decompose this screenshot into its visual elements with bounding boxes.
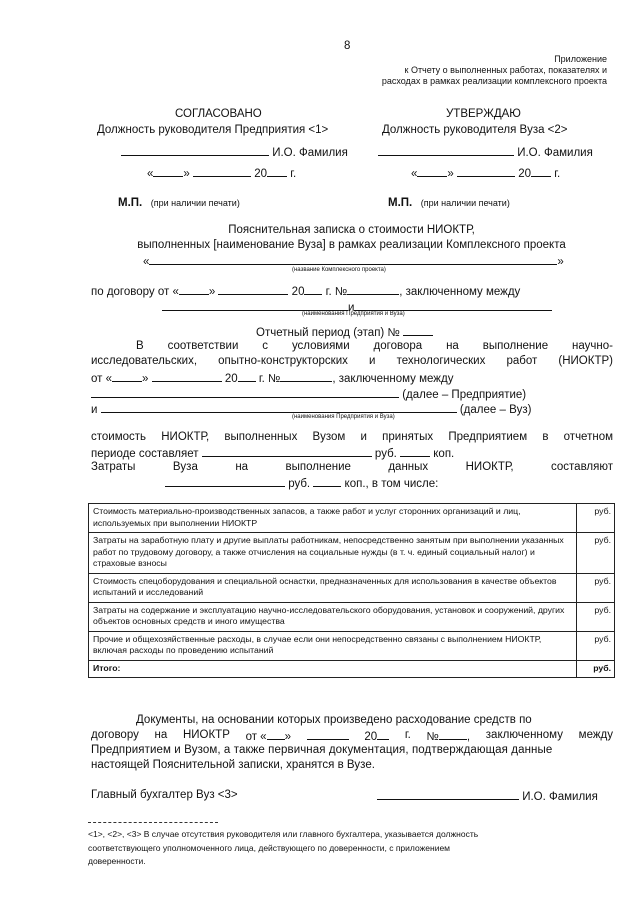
table-row	[89, 573, 615, 602]
title-line: Пояснительная записка о стоимости НИОКТР,	[228, 224, 475, 236]
chief-accountant-role: Главный бухгалтер Вуз <3>	[91, 789, 238, 801]
table-row	[89, 533, 615, 574]
month-field[interactable]	[152, 371, 222, 382]
agreed-heading: СОГЛАСОВАНО	[175, 108, 262, 120]
appendix-line: Приложение	[554, 54, 607, 64]
title-line: выполненных [наименование Вуза] в рамках реализации Комплексного проекта	[137, 239, 566, 251]
year-field[interactable]	[531, 166, 551, 177]
year-field[interactable]	[377, 729, 389, 740]
cost-value[interactable]: руб.	[577, 602, 615, 631]
enterprise-name-field[interactable]	[162, 300, 348, 311]
page-number: 8	[344, 40, 351, 52]
contract-number-field[interactable]	[439, 729, 467, 740]
reporting-period: Отчетный период (этап) №	[256, 325, 433, 339]
table-row	[89, 631, 615, 660]
cost-label: Затраты на содержание и эксплуатацию научно-исследовательского оборудования, установок и сооружений, других объектов основных средств и иного имущества	[89, 602, 577, 631]
cost-label: Затраты на заработную плату и другие выплаты работникам, непосредственно занятым при выполнении указанных работ по трудовому договору, а также отчисления на социальные нужды (в т. ч. единый социальный налог) и страховые взносы	[89, 533, 577, 574]
para2-line: стоимость НИОКТР, выполненных Вузом и принятых Предприятием в отчетном	[91, 431, 613, 443]
para1-university-row: и (далее – Вуз)	[91, 404, 532, 416]
appendix-header	[382, 54, 607, 87]
year-field[interactable]	[238, 371, 256, 382]
day-field[interactable]	[179, 284, 209, 295]
table-row	[89, 504, 615, 533]
cost-label: Стоимость спецоборудования и специальной оснастки, предназначенных для использования в качестве объектов испытаний и исследований	[89, 573, 577, 602]
document-title	[88, 223, 615, 253]
contract-number-field[interactable]	[280, 371, 332, 382]
chief-accountant-signature	[377, 789, 598, 803]
day-field[interactable]	[267, 729, 285, 740]
para1-caption: (наименования Предприятия и Вуза)	[292, 414, 395, 420]
appendix-line: расходах в рамках реализации комплексного проекта	[381, 76, 607, 86]
university-head-name: И.О. Фамилия	[517, 147, 593, 159]
para3-line: Предприятием и Вузом, а также первичная документация, подтверждающая данные	[91, 744, 553, 756]
enterprise-name-field[interactable]	[91, 387, 399, 398]
university-name-field[interactable]	[101, 402, 457, 413]
university-date: « » 20 г.	[411, 168, 561, 180]
university-name-field[interactable]	[354, 300, 552, 311]
approved-heading: УТВЕРЖДАЮ	[446, 108, 521, 120]
cost-label: Прочие и общехозяйственные расходы, в случае если они непосредственно связаны с выполнением НИОКТР, включая расходы по проведению испытаний	[89, 631, 577, 660]
total-rub-field[interactable]	[202, 446, 372, 457]
costs-kop-field[interactable]	[313, 476, 341, 487]
appendix-line: к Отчету о выполненных работах, показателях и	[404, 65, 607, 75]
cost-label: Стоимость материально-производственных запасов, а также работ и услуг сторонних организаций и лиц, используемых при выполнении НИОКТР	[89, 504, 577, 533]
contract-parties-row: и	[162, 300, 552, 314]
enterprise-head-name: И.О. Фамилия	[272, 147, 348, 159]
project-caption: (название Комплексного проекта)	[292, 267, 386, 273]
para2-line: Затраты Вуза на выполнение данных НИОКТР, составляют	[91, 461, 613, 473]
para1-line: В соответствии с условиями договора на выполнение научно-	[136, 340, 613, 352]
month-field[interactable]	[307, 729, 349, 740]
signature-line[interactable]	[378, 145, 514, 156]
project-name-field[interactable]	[149, 254, 557, 265]
para3-line: настоящей Пояснительной записки, хранятся в Вузе.	[91, 759, 375, 771]
university-head-signature	[378, 145, 593, 159]
table-row	[89, 602, 615, 631]
cost-table	[88, 503, 615, 678]
footnote-line: доверенности.	[88, 856, 146, 866]
day-field[interactable]	[417, 166, 447, 177]
cost-value[interactable]: руб.	[577, 533, 615, 574]
enterprise-head-signature	[121, 145, 348, 159]
cost-value[interactable]: руб.	[577, 631, 615, 660]
chief-accountant-name: И.О. Фамилия	[522, 791, 598, 803]
parties-caption: (наименования Предприятия и Вуза)	[302, 311, 405, 317]
university-stamp: М.П. (при наличии печати)	[388, 197, 510, 209]
contract-number-field[interactable]	[347, 284, 399, 295]
enterprise-head-position: Должность руководителя Предприятия <1>	[97, 124, 329, 136]
month-field[interactable]	[457, 166, 515, 177]
project-name-row: « »	[143, 256, 564, 268]
university-head-position: Должность руководителя Вуза <2>	[382, 124, 568, 136]
contract-row: по договору от « » 20 г. № , заключенному между	[91, 286, 521, 298]
day-field[interactable]	[112, 371, 142, 382]
total-kop-field[interactable]	[400, 446, 430, 457]
total-value[interactable]: руб.	[577, 660, 615, 678]
para1-contract-row: от « » 20 г. № , заключенному между	[91, 373, 454, 385]
month-field[interactable]	[218, 284, 288, 295]
enterprise-date: « » 20 г.	[147, 168, 297, 180]
para3-line: Документы, на основании которых произведено расходование средств по	[136, 714, 532, 726]
month-field[interactable]	[193, 166, 251, 177]
day-field[interactable]	[153, 166, 183, 177]
para3-contract-row: договору на НИОКТР от « » 20 г. № , заключенному между	[91, 729, 613, 743]
para2-amount-row: периоде составляет руб. коп.	[91, 448, 455, 460]
total-label: Итого:	[89, 660, 577, 678]
footnote	[88, 828, 478, 869]
year-field[interactable]	[304, 284, 322, 295]
cost-value[interactable]: руб.	[577, 504, 615, 533]
para1-enterprise-row: (далее – Предприятие)	[91, 387, 526, 401]
para1-line: исследовательских, опытно-конструкторских и технологических работ (НИОКТР)	[91, 355, 613, 367]
footnote-separator	[88, 822, 218, 823]
year-field[interactable]	[267, 166, 287, 177]
period-number-field[interactable]	[403, 325, 433, 336]
para2-costs-row: руб. коп., в том числе:	[165, 476, 438, 490]
enterprise-stamp: М.П. (при наличии печати)	[118, 197, 240, 209]
signature-line[interactable]	[121, 145, 269, 156]
total-row	[89, 660, 615, 678]
signature-line[interactable]	[377, 789, 519, 800]
costs-rub-field[interactable]	[165, 476, 285, 487]
footnote-line: <1>, <2>, <3> В случае отсутствия руководителя или главного бухгалтера, указывается должность	[88, 829, 479, 839]
footnote-line: соответствующего уполномоченного лица, действующего по доверенности, с приложением	[88, 842, 451, 853]
cost-value[interactable]: руб.	[577, 573, 615, 602]
